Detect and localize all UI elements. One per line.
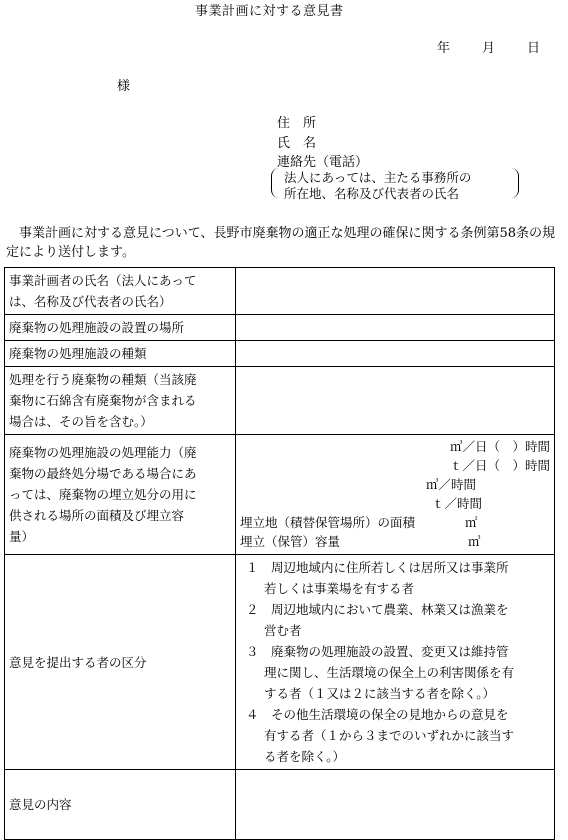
capacity-field[interactable] <box>236 435 555 555</box>
row-capacity <box>5 435 555 555</box>
corporate-note-line1: 法人にあっては、主たる事務所の <box>284 170 472 185</box>
capacity-t-per-hour: ｔ／時間 <box>432 496 483 511</box>
facility-location-field[interactable] <box>236 315 555 341</box>
opinion-form-table <box>4 267 555 840</box>
waste-type-field[interactable] <box>236 367 555 435</box>
planner-name-field[interactable] <box>236 268 555 315</box>
sender-name-label: 氏 名 <box>277 136 317 151</box>
facility-location-label: 廃棄物の処理施設の設置の場所 <box>5 315 236 341</box>
corporate-note-line2: 所在地、名称及び代表者の氏名 <box>284 186 460 201</box>
sender-address-label: 住 所 <box>277 116 317 131</box>
row-opinion <box>5 770 555 840</box>
note-bracket-left <box>271 168 282 198</box>
submitter-option-3[interactable]: ３ 廃棄物の処理施設の設置、変更又は維持管 理に関し、生活環境の保全上の利害関係を有 する者（１又は２に該当する者を除く。） <box>246 644 515 701</box>
submitter-category-options[interactable] <box>236 555 555 770</box>
planner-name-label: 事業計画者の氏名（法人にあって は、名称及び代表者の氏名） <box>5 268 236 315</box>
submitter-option-4[interactable]: ４ その他生活環境の保全の見地からの意見を 有する者（１から３までのいずれかに該当す る者を除く。） <box>246 707 515 764</box>
page-title: 事業計画に対する意見書 <box>195 4 344 19</box>
opinion-label: 意見の内容 <box>5 770 236 840</box>
landfill-volume-line: 埋立（保管）容量 ㎥ <box>240 534 481 549</box>
row-planner-name <box>5 268 555 315</box>
submitter-option-1[interactable]: １ 周辺地域内に住所若しくは居所又は事業所 若しくは事業場を有する者 <box>246 560 509 596</box>
opinion-field[interactable] <box>236 770 555 840</box>
waste-type-label: 処理を行う廃棄物の種類（当該廃 棄物に石綿含有廃棄物が含まれる 場合は、その旨を含む。） <box>5 367 236 435</box>
capacity-t-per-day: ｔ／日（ ）時間 <box>449 458 550 473</box>
row-submitter-category <box>5 555 555 770</box>
row-facility-type <box>5 341 555 367</box>
intro-paragraph: 事業計画に対する意見について、長野市廃棄物の適正な処理の確保に関する条例第58条の規定により送付します。 <box>6 226 556 260</box>
submitter-category-label: 意見を提出する者の区分 <box>5 555 236 770</box>
capacity-m3-per-hour: ㎥／時間 <box>426 477 477 492</box>
row-waste-type <box>5 367 555 435</box>
capacity-label: 廃棄物の処理施設の処理能力（廃 棄物の最終処分場である場合にあ っては、廃棄物の埋立処分の用に 供される場所の面積及び埋立容 量） <box>5 435 236 555</box>
date-month-label: 月 <box>482 41 496 56</box>
date-day-label: 日 <box>527 41 541 56</box>
sender-contact-label: 連絡先（電話） <box>277 155 369 170</box>
date-year-label: 年 <box>437 41 451 56</box>
addressee-suffix: 様 <box>117 79 131 94</box>
submitter-option-2[interactable]: ２ 周辺地域内において農業、林業又は漁業を 営む者 <box>246 602 509 638</box>
row-facility-location <box>5 315 555 341</box>
landfill-area-line: 埋立地（積替保管場所）の面積 ㎡ <box>240 515 478 530</box>
note-bracket-right <box>508 168 519 198</box>
facility-type-field[interactable] <box>236 341 555 367</box>
facility-type-label: 廃棄物の処理施設の種類 <box>5 341 236 367</box>
capacity-m3-per-day: ㎥／日（ ）時間 <box>449 439 550 454</box>
